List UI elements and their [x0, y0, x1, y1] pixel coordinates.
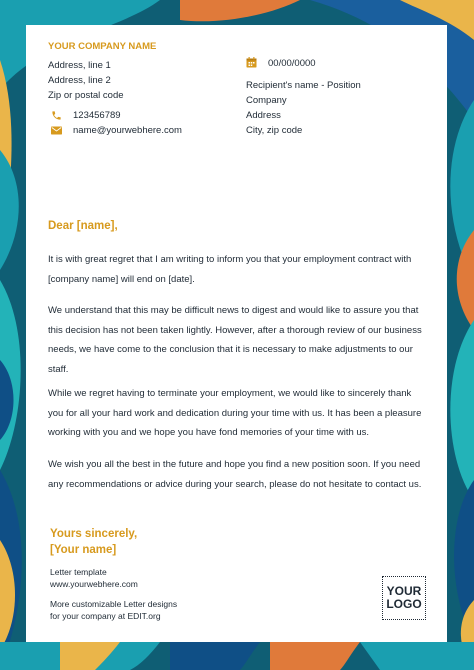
letter-paragraph: We understand that this may be difficult news to digest and would like to assure you that this decision has not been taken lightly. However, after a thorough review of our business needs, we have come to the conclusion that it is necessary to make adjustments to our staff. — [48, 305, 422, 375]
sender-email[interactable]: name@yourwebhere.com — [73, 125, 182, 136]
promo-line: More customizable Letter designs — [50, 599, 178, 609]
calendar-icon — [246, 57, 257, 68]
sender-phone: 123456789 — [73, 110, 121, 121]
recipient-city: City, zip code — [246, 125, 303, 136]
sender-zip: Zip or postal code — [48, 90, 124, 101]
logo-placeholder — [382, 576, 426, 620]
recipient-name: Recipient's name - Position — [246, 80, 361, 91]
letter-paragraph: It is with great regret that I am writing to inform you that your employment contract with [company name] will end on [date]. — [48, 254, 412, 285]
recipient-company: Company — [246, 95, 287, 106]
recipient-address: Address — [246, 110, 281, 121]
promo-line: for your company at EDIT.org — [50, 611, 161, 621]
closing: Yours sincerely, — [50, 528, 138, 540]
phone-icon — [51, 110, 62, 121]
letter-paragraph: While we regret having to terminate your employment, we would like to sincerely thank you for all your hard work and dedication during your time with us. It has been a pleasure working with you and we hope you have fond memories of your time with us. — [48, 388, 422, 438]
logo-text: LOGO — [386, 597, 422, 611]
signature-name: [Your name] — [50, 544, 117, 556]
salutation: Dear [name], — [48, 220, 118, 232]
template-label: Letter template — [50, 567, 107, 577]
letter-page — [26, 25, 447, 642]
sender-address-line2: Address, line 2 — [48, 75, 111, 86]
company-name: YOUR COMPANY NAME — [48, 41, 157, 52]
website-link[interactable]: www.yourwebhere.com — [50, 579, 138, 589]
letter-paragraph: We wish you all the best in the future and hope you find a new position soon. If you need any recommendations or advice during your search, please do not hesitate to contact us. — [48, 459, 422, 490]
mail-icon — [51, 126, 62, 135]
letter-date: 00/00/0000 — [268, 58, 316, 69]
sender-address-line1: Address, line 1 — [48, 60, 111, 71]
logo-text: YOUR — [386, 584, 422, 598]
